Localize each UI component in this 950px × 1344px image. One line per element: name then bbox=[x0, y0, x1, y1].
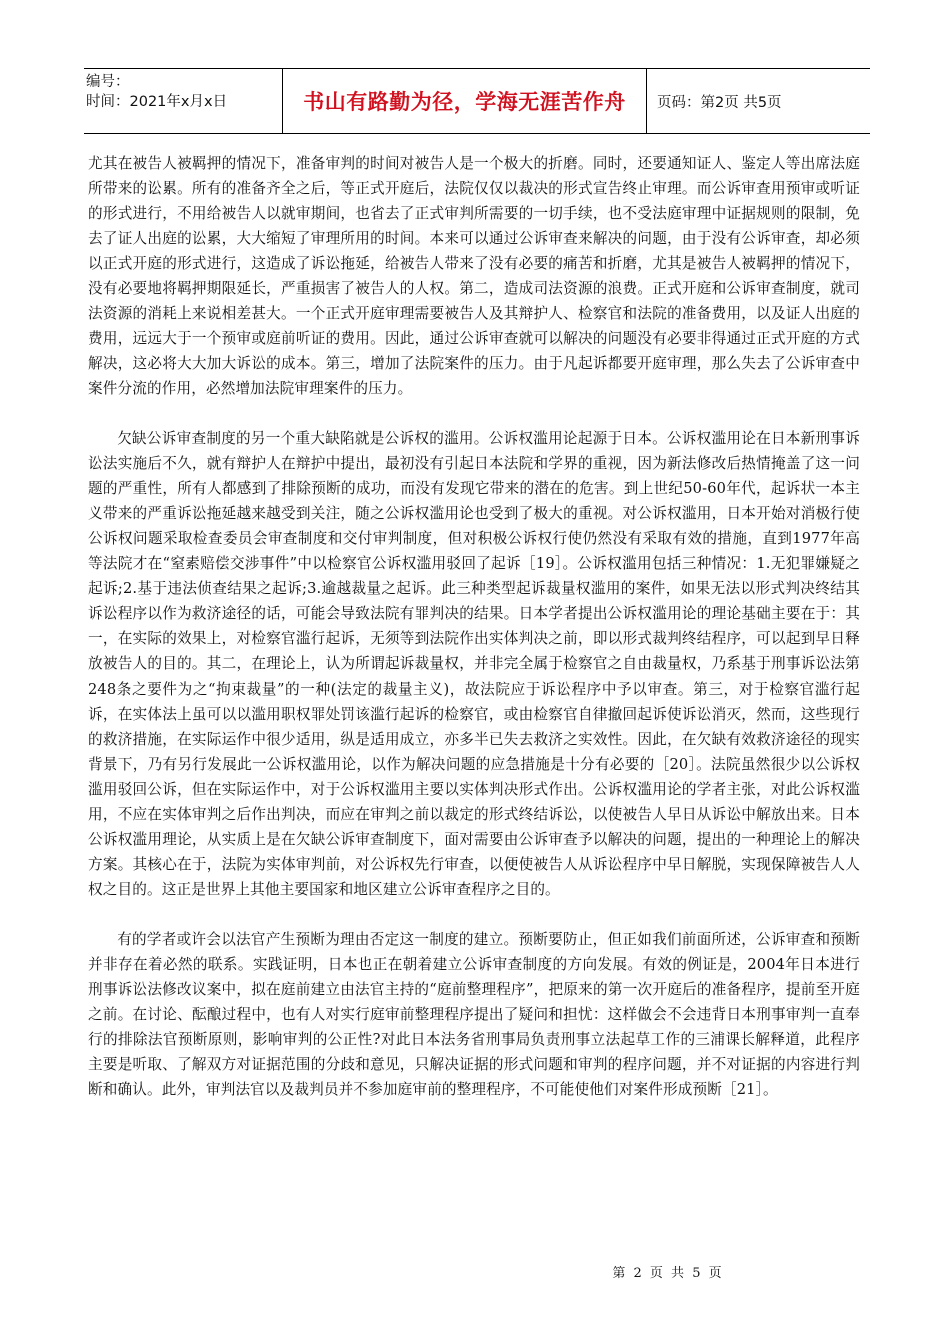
header-meta bbox=[84, 69, 282, 133]
page-footer bbox=[0, 1262, 950, 1281]
time-label: 时间：2021年x月x日 bbox=[86, 94, 228, 110]
paragraph-3: 有的学者或许会以法官产生预断为理由否定这一制度的建立。预断要防止，但正如我们前面所述，公诉审查和预断并非存在着必然的联系。实践证明，日本也正在朝着建立公诉审查制度的方向发展。有效的例证是，2004年日本进行刑事诉讼法修改议案中，拟在庭前建立由法官主持的“庭前整理程序”，把原来的第一次开庭后的准备程序，提前至开庭之前。在讨论、酝酿过程中，也有人对实行庭审前整理程序提出了疑问和担忧：这样做会不会违背日本刑事审判一直奉行的排除法官预断原则，影响审判的公正性?对此日本法务省刑事局负责刑事立法起草工作的三浦课长解释道，此程序主要是听取、了解双方对证据范围的分歧和意见，只解决证据的形式问题和审判的程序问题，并不对证据的内容进行判断和确认。此外，审判法官以及裁判员并不参加庭审前的整理程序，不可能使他们对案件形成预断［21］。 bbox=[88, 930, 860, 1098]
document-body bbox=[88, 151, 860, 1102]
footer-page-number: 第 2 页 共 5 页 bbox=[612, 1266, 724, 1281]
header-page-info: 页码：第2页 共5页 bbox=[657, 94, 782, 111]
header-motto: 书山有路勤为径，学海无涯苦作舟 bbox=[282, 69, 647, 133]
paragraph-1: 尤其在被告人被羁押的情况下，准备审判的时间对被告人是一个极大的折磨。同时，还要通知证人、鉴定人等出席法庭所带来的讼累。所有的准备齐全之后，等正式开庭后，法院仅仅以裁决的形式宣告终止审理。而公诉审查用预审或听证的形式进行，不用给被告人以就审期间，也省去了正式审判所需要的一切手续，也不受法庭审理中证据规则的限制，免去了证人出庭的讼累，大大缩短了审理所用的时间。本来可以通过公诉审查来解决的问题，由于没有公诉审查，却必须以正式开庭的形式进行，这造成了诉讼拖延，给被告人带来了没有必要的痛苦和折磨，尤其是被告人被羁押的情况下，没有必要地将羁押期限延长，严重损害了被告人的人权。第二，造成司法资源的浪费。正式开庭和公诉审查制度，就司法资源的消耗上来说相差甚大。一个正式开庭审理需要被告人及其辩护人、检察官和法院的准备费用，以及证人出庭的费用，远远大于一个预审或庭前听证的费用。因此，通过公诉审查就可以解决的问题没有必要非得通过正式开庭的方式解决，这必将大大加大诉讼的成本。第三，增加了法院案件的压力。由于凡起诉都要开庭审理，那么失去了公诉审查中案件分流的作用，必然增加法院审理案件的压力。 bbox=[88, 155, 860, 398]
serial-label: 编号： bbox=[86, 74, 130, 90]
paragraph-2: 欠缺公诉审查制度的另一个重大缺陷就是公诉权的滥用。公诉权滥用论起源于日本。公诉权滥用论在日本新刑事诉讼法实施后不久，就有辩护人在辩护中提出，最初没有引起日本法院和学界的重视，因为新法修改后热情掩盖了这一问题的严重性，所有人都感到了排除预断的成功，而没有发现它带来的潜在的危害。到上世纪50-60年代，起诉状一本主义带来的严重诉讼拖延越来越受到关注，随之公诉权滥用论也受到了极大的重视。对公诉权滥用，日本开始对消极行使公诉权问题采取检查委员会审查制度和交付审判制度，但对积极公诉权行使仍然没有采取有效的措施，直到1977年高等法院才在“窒素赔偿交涉事件”中以检察官公诉权滥用驳回了起诉［19］。公诉权滥用包括三种情况：1.无犯罪嫌疑之起诉;2.基于违法侦查结果之起诉;3.逾越裁量之起诉。此三种类型起诉裁量权滥用的案件，如果无法以形式判决终结其诉讼程序以作为救济途径的话，可能会导致法院有罪判决的结果。日本学者提出公诉权滥用论的理论基础主要在于：其一，在实际的效果上，对检察官滥行起诉，无须等到法院作出实体判决之前，即以形式裁判终结程序，可以起到早日释放被告人的目的。其二，在理论上，认为所谓起诉裁量权，并非完全属于检察官之自由裁量权，乃系基于刑事诉讼法第248条之要件为之“拘束裁量”的一种(法定的裁量主义)，故法院应于诉讼程序中予以审查。第三，对于检察官滥行起诉，在实体法上虽可以以滥用职权罪处罚该滥行起诉的检察官，或由检察官自律撤回起诉使诉讼消灭，然而，这些现行的救济措施，在实际运作中很少适用，纵是适用成立，亦多半已失去救济之实效性。因此，在欠缺有效救济途径的现实背景下，乃有另行发展此一公诉权滥用论，以作为解决问题的应急措施是十分有必要的［20］。法院虽然很少以公诉权滥用驳回公诉，但在实际运作中，对于公诉权滥用主要以实体判决形式作出。公诉权滥用论的学者主张，对此公诉权滥用，不应在实体审判之后作出判决，而应在审判之前以裁定的形式终结诉讼，以使被告人早日从诉讼中解放出来。日本公诉权滥用理论，从实质上是在欠缺公诉审查制度下，面对需要由公诉审查予以解决的问题，提出的一种理论上的解决方案。其核心在于，法院为实体审判前，对公诉权先行审查，以便使被告人从诉讼程序中早日解脱，实现保障被告人人权之目的。这正是世界上其他主要国家和地区建立公诉审查程序之目的。 bbox=[88, 430, 860, 898]
page-header bbox=[84, 68, 870, 134]
